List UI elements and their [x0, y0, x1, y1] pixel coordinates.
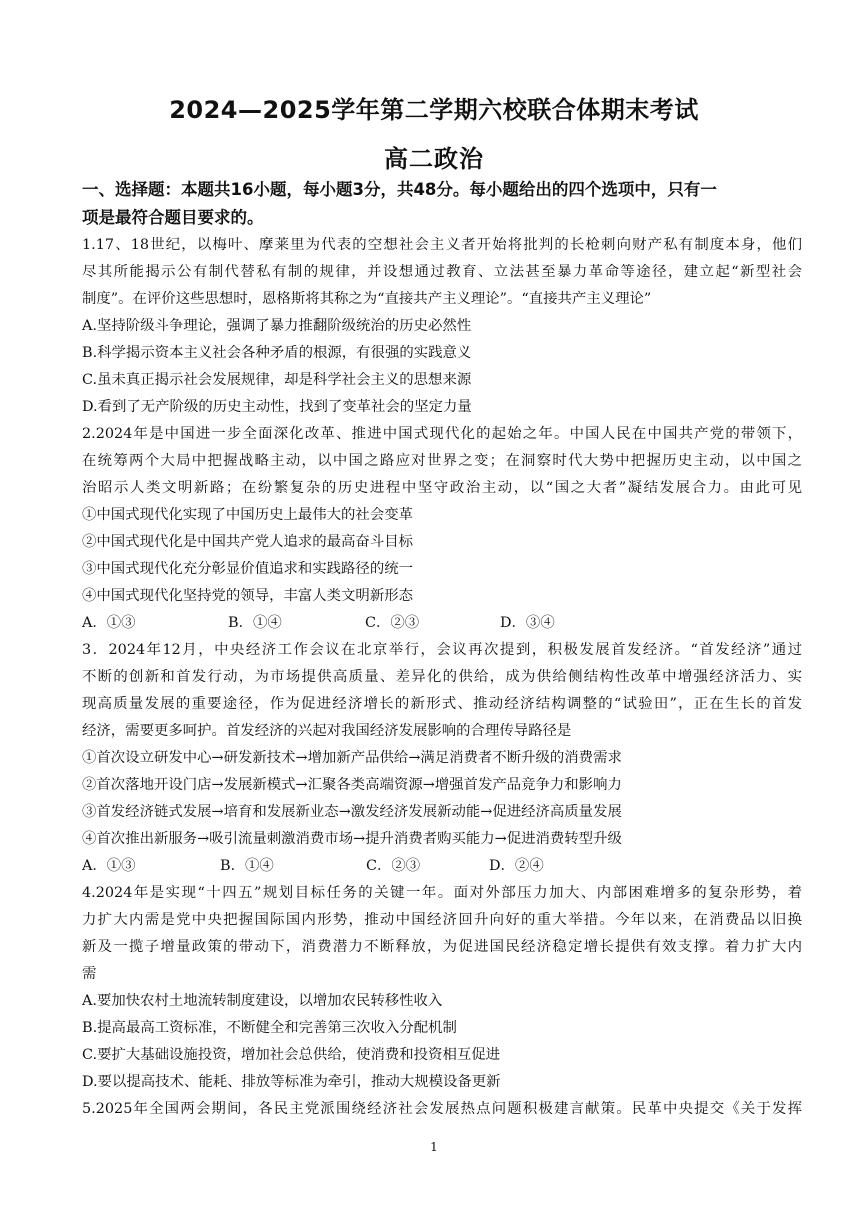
q2-stem-line-2: 在统筹两个大局中把握战略主动，以中国之路应对世界之变；在洞察时代大势中把握历史主动，以中国之 [82, 453, 802, 469]
q4-stem-line-4: 需 [82, 966, 97, 982]
section-heading-line-1: 一、选择题：本题共16小题，每小题3分，共48分。每小题给出的四个选项中，只有一 [82, 180, 717, 199]
exam-title: 2024—2025学年第二学期六校联合体期末考试 [169, 96, 699, 124]
q4-stem-line-2: 力扩大内需是党中央把握国际国内形势，推动中国经济回升向好的重大举措。今年以来，在消费品以旧换 [82, 912, 802, 928]
q1-stem-line-1: 1.17、18世纪，以梅叶、摩莱里为代表的空想社会主义者开始将批判的长枪刺向财产私有制度本身，他们 [82, 237, 802, 253]
q1-stem-line-2: 尽其所能揭示公有制代替私有制的规律，并设想通过教育、立法甚至暴力革命等途径，建立起“新型社会 [82, 264, 802, 280]
q1-stem-line-3: 制度”。在评价这些思想时，恩格斯将其称之为“直接共产主义理论”。“直接共产主义理论” [82, 291, 652, 307]
q3-statement-2: ②首次落地开设门店→发展新模式→汇聚各类高端资源→增强首发产品竞争力和影响力 [82, 777, 622, 793]
q2-option-c: C．②③ [365, 615, 420, 631]
q2-statement-1: ①中国式现代化实现了中国历史上最伟大的社会变革 [82, 507, 413, 523]
q1-option-a: A.坚持阶级斗争理论，强调了暴力推翻阶级统治的历史必然性 [82, 318, 472, 334]
q2-option-a: A．①③ [82, 615, 136, 631]
q3-option-b: B．①④ [220, 858, 274, 874]
q2-stem-line-1: 2.2024年是中国进一步全面深化改革、推进中国式现代化的起始之年。中国人民在中国共产党的带领下， [82, 426, 802, 442]
q3-stem-line-3: 现高质量发展的重要途径，作为促进经济增长的新形式、推动经济结构调整的“试验田”，正在生长的首发 [82, 696, 802, 712]
page-number: 1 [430, 1140, 438, 1154]
q4-option-a: A.要加快农村土地流转制度建设，以增加农民转移性收入 [82, 993, 443, 1009]
subject-title: 高二政治 [384, 145, 484, 173]
section-heading-line-2: 项是最符合题目要求的。 [82, 208, 264, 227]
q3-statement-4: ④首次推出新服务→吸引流量刺激消费市场→提升消费者购买能力→促进消费转型升级 [82, 831, 622, 847]
q3-option-a: A．①③ [82, 858, 136, 874]
q3-option-c: C．②③ [366, 858, 421, 874]
q4-option-c: C.要扩大基础设施投资，增加社会总供给，使消费和投资相互促进 [82, 1047, 501, 1063]
q4-option-d: D.要以提高技术、能耗、排放等标准为牵引，推动大规模设备更新 [82, 1074, 501, 1090]
q3-stem-line-1: 3．2024年12月，中央经济工作会议在北京举行，会议再次提到，积极发展首发经济。“首发经济”通过 [82, 642, 802, 658]
q3-statement-3: ③首发经济链式发展→培育和发展新业态→激发经济发展新动能→促进经济高质量发展 [82, 804, 622, 820]
q3-stem-line-2: 不断的创新和首发行动，为市场提供高质量、差异化的供给，成为供给侧结构性改革中增强经济活力、实 [82, 669, 802, 685]
q1-option-b: B.科学揭示资本主义社会各种矛盾的根源，有很强的实践意义 [82, 345, 472, 361]
q3-stem-line-4: 经济，需要更多呵护。首发经济的兴起对我国经济发展影响的合理传导路径是 [82, 723, 572, 739]
q4-stem-line-1: 4.2024年是实现“十四五”规划目标任务的关键一年。面对外部压力加大、内部困难增多的复杂形势，着 [82, 885, 802, 901]
q1-option-c: C.虽未真正揭示社会发展规律，却是科学社会主义的思想来源 [82, 372, 472, 388]
q1-option-d: D.看到了无产阶级的历史主动性，找到了变革社会的坚定力量 [82, 399, 472, 415]
q4-option-b: B.提高最高工资标准，不断健全和完善第三次收入分配机制 [82, 1020, 457, 1036]
q2-stem-line-3: 治昭示人类文明新路；在纷繁复杂的历史进程中坚守政治主动，以“国之大者”凝结发展合力。由此可见 [82, 480, 802, 496]
q3-statement-1: ①首次设立研发中心→研发新技术→增加新产品供给→满足消费者不断升级的消费需求 [82, 750, 622, 766]
q4-stem-line-3: 新及一揽子增量政策的带动下，消费潜力不断释放，为促进国民经济稳定增长提供有效支撑。着力扩大内 [82, 939, 802, 955]
q2-statement-4: ④中国式现代化坚持党的领导，丰富人类文明新形态 [82, 588, 413, 604]
q2-option-b: B．①④ [228, 615, 282, 631]
q3-option-d: D．②④ [489, 858, 544, 874]
q2-statement-2: ②中国式现代化是中国共产党人追求的最高奋斗目标 [82, 534, 413, 550]
q2-statement-3: ③中国式现代化充分彰显价值追求和实践路径的统一 [82, 561, 413, 577]
q2-option-d: D．③④ [500, 615, 555, 631]
q5-stem-line-1: 5.2025年全国两会期间，各民主党派围绕经济社会发展热点问题积极建言献策。民革中央提交《关于发挥 [82, 1101, 802, 1117]
